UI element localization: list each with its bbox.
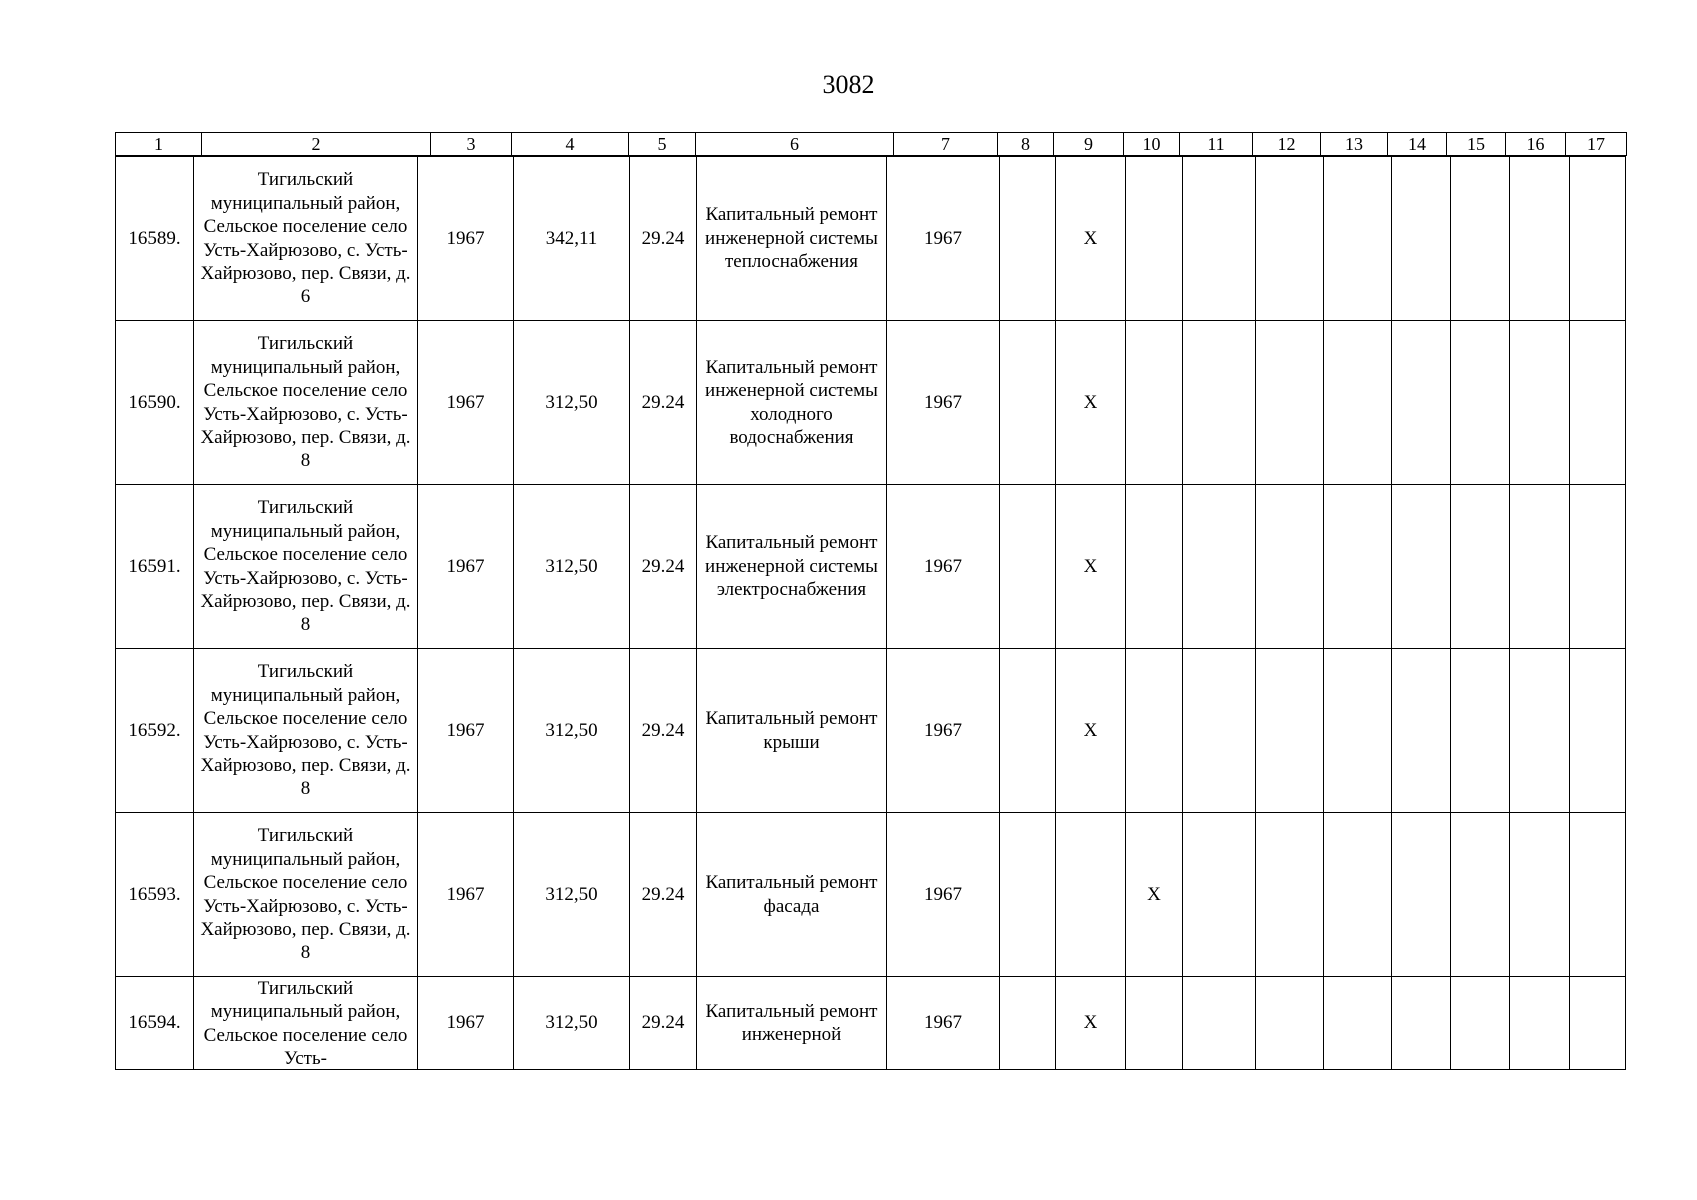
cell-id: 16594. [116, 977, 194, 1070]
cell-col14 [1392, 813, 1451, 977]
cell-col14 [1392, 977, 1451, 1070]
work-text: Капитальный ремонт инженерной [705, 1000, 878, 1045]
header-cell: 5 [629, 133, 696, 156]
cell-year: 1967 [418, 157, 514, 321]
cell-col11 [1183, 485, 1256, 649]
table-row [116, 321, 1626, 485]
cell-col14 [1392, 321, 1451, 485]
cell-col10 [1126, 321, 1183, 485]
cell-col15 [1451, 321, 1510, 485]
cell-work [697, 321, 887, 485]
cell-year2: 1967 [887, 321, 1000, 485]
cell-id: 16593. [116, 813, 194, 977]
cell-rate: 29.24 [630, 813, 697, 977]
header-cell: 13 [1321, 133, 1388, 156]
cell-work [697, 649, 887, 813]
cell-rate: 29.24 [630, 977, 697, 1070]
table-row [116, 157, 1626, 321]
work-text: Капитальный ремонт инженерной системы холодного водоснабжения [705, 356, 878, 448]
cell-rate: 29.24 [630, 485, 697, 649]
cell-col10 [1126, 157, 1183, 321]
cell-year: 1967 [418, 649, 514, 813]
header-cell: 8 [998, 133, 1054, 156]
header-cell: 10 [1124, 133, 1180, 156]
cell-col16 [1510, 321, 1570, 485]
cell-col17 [1570, 649, 1626, 813]
cell-col12 [1256, 485, 1324, 649]
cell-col10 [1126, 649, 1183, 813]
cell-col15 [1451, 649, 1510, 813]
cell-col13 [1324, 649, 1392, 813]
address-text: Тигильский муниципальный район, Сельское поселение село Усть-Хайрюзово, с. Усть-Хайрюзово, пер. Связи, д. 8 [200, 825, 411, 964]
cell-year2: 1967 [887, 485, 1000, 649]
cell-col14 [1392, 485, 1451, 649]
address-text: Тигильский муниципальный район, Сельское поселение село Усть-Хайрюзово, с. Усть-Хайрюзово, пер. Связи, д. 8 [200, 497, 411, 636]
cell-col17 [1570, 321, 1626, 485]
header-cell: 1 [116, 133, 202, 156]
header-cell: 12 [1253, 133, 1321, 156]
cell-col9: X [1056, 977, 1126, 1070]
cell-col13 [1324, 813, 1392, 977]
header-cell: 3 [431, 133, 512, 156]
cell-col8 [1000, 157, 1056, 321]
cell-id: 16590. [116, 321, 194, 485]
header-cell: 11 [1180, 133, 1253, 156]
cell-col10 [1126, 485, 1183, 649]
cell-year: 1967 [418, 813, 514, 977]
cell-col9: X [1056, 157, 1126, 321]
cell-year2: 1967 [887, 649, 1000, 813]
cell-year: 1967 [418, 485, 514, 649]
address-text: Тигильский муниципальный район, Сельское поселение село Усть- [203, 978, 408, 1069]
cell-rate: 29.24 [630, 649, 697, 813]
cell-id: 16592. [116, 649, 194, 813]
cell-col16 [1510, 157, 1570, 321]
cell-area: 312,50 [514, 977, 630, 1070]
header-cell: 9 [1054, 133, 1124, 156]
cell-col14 [1392, 157, 1451, 321]
cell-work [697, 977, 887, 1070]
cell-year: 1967 [418, 321, 514, 485]
cell-area: 312,50 [514, 321, 630, 485]
header-cell: 15 [1447, 133, 1506, 156]
cell-col15 [1451, 813, 1510, 977]
cell-area: 312,50 [514, 813, 630, 977]
cell-rate: 29.24 [630, 157, 697, 321]
cell-area: 312,50 [514, 485, 630, 649]
table-row [116, 977, 1626, 1070]
cell-id: 16589. [116, 157, 194, 321]
header-cell: 14 [1388, 133, 1447, 156]
cell-address [194, 813, 418, 977]
cell-work [697, 485, 887, 649]
cell-col9 [1056, 813, 1126, 977]
cell-address [194, 157, 418, 321]
cell-col15 [1451, 485, 1510, 649]
cell-col12 [1256, 649, 1324, 813]
cell-work [697, 813, 887, 977]
cell-col16 [1510, 485, 1570, 649]
header-cell: 2 [202, 133, 431, 156]
cell-col16 [1510, 813, 1570, 977]
cell-col16 [1510, 649, 1570, 813]
repair-schedule-table [115, 156, 1626, 1070]
address-text: Тигильский муниципальный район, Сельское поселение село Усть-Хайрюзово, с. Усть-Хайрюзово, пер. Связи, д. 8 [200, 333, 411, 472]
work-text: Капитальный ремонт инженерной системы теплоснабжения [705, 204, 878, 273]
cell-col9: X [1056, 485, 1126, 649]
work-text: Капитальный ремонт крыши [705, 708, 878, 753]
address-text: Тигильский муниципальный район, Сельское поселение село Усть-Хайрюзово, с. Усть-Хайрюзово, пер. Связи, д. 6 [200, 169, 411, 308]
cell-col8 [1000, 321, 1056, 485]
header-cell: 4 [512, 133, 629, 156]
cell-address [194, 321, 418, 485]
cell-year: 1967 [418, 977, 514, 1070]
cell-col15 [1451, 157, 1510, 321]
cell-col13 [1324, 977, 1392, 1070]
cell-col17 [1570, 485, 1626, 649]
cell-area: 312,50 [514, 649, 630, 813]
cell-col11 [1183, 977, 1256, 1070]
cell-col11 [1183, 649, 1256, 813]
cell-col10: X [1126, 813, 1183, 977]
header-cell: 7 [894, 133, 998, 156]
table-row [116, 485, 1626, 649]
cell-col12 [1256, 157, 1324, 321]
page-number: 3082 [822, 70, 875, 99]
cell-col11 [1183, 321, 1256, 485]
cell-col11 [1183, 157, 1256, 321]
cell-year2: 1967 [887, 813, 1000, 977]
cell-year2: 1967 [887, 157, 1000, 321]
address-text: Тигильский муниципальный район, Сельское поселение село Усть-Хайрюзово, с. Усть-Хайрюзово, пер. Связи, д. 8 [200, 661, 411, 800]
header-cell: 6 [696, 133, 894, 156]
cell-rate: 29.24 [630, 321, 697, 485]
cell-col8 [1000, 485, 1056, 649]
cell-col12 [1256, 977, 1324, 1070]
cell-col15 [1451, 977, 1510, 1070]
cell-col9: X [1056, 321, 1126, 485]
cell-address [194, 485, 418, 649]
cell-col9: X [1056, 649, 1126, 813]
cell-year2: 1967 [887, 977, 1000, 1070]
cell-area: 342,11 [514, 157, 630, 321]
cell-col17 [1570, 157, 1626, 321]
cell-col13 [1324, 157, 1392, 321]
column-number-header [115, 132, 1627, 156]
table-row [116, 649, 1626, 813]
work-text: Капитальный ремонт фасада [705, 872, 878, 917]
header-row [116, 133, 1627, 156]
cell-col17 [1570, 813, 1626, 977]
cell-work [697, 157, 887, 321]
cell-col13 [1324, 321, 1392, 485]
cell-col12 [1256, 321, 1324, 485]
work-text: Капитальный ремонт инженерной системы электроснабжения [705, 532, 878, 601]
cell-col14 [1392, 649, 1451, 813]
cell-col8 [1000, 813, 1056, 977]
cell-col10 [1126, 977, 1183, 1070]
cell-col13 [1324, 485, 1392, 649]
cell-col8 [1000, 649, 1056, 813]
cell-col12 [1256, 813, 1324, 977]
cell-col16 [1510, 977, 1570, 1070]
cell-col8 [1000, 977, 1056, 1070]
cell-address [194, 977, 418, 1070]
header-cell: 16 [1506, 133, 1566, 156]
cell-col11 [1183, 813, 1256, 977]
cell-col17 [1570, 977, 1626, 1070]
cell-address [194, 649, 418, 813]
header-cell: 17 [1566, 133, 1627, 156]
cell-id: 16591. [116, 485, 194, 649]
table-row [116, 813, 1626, 977]
